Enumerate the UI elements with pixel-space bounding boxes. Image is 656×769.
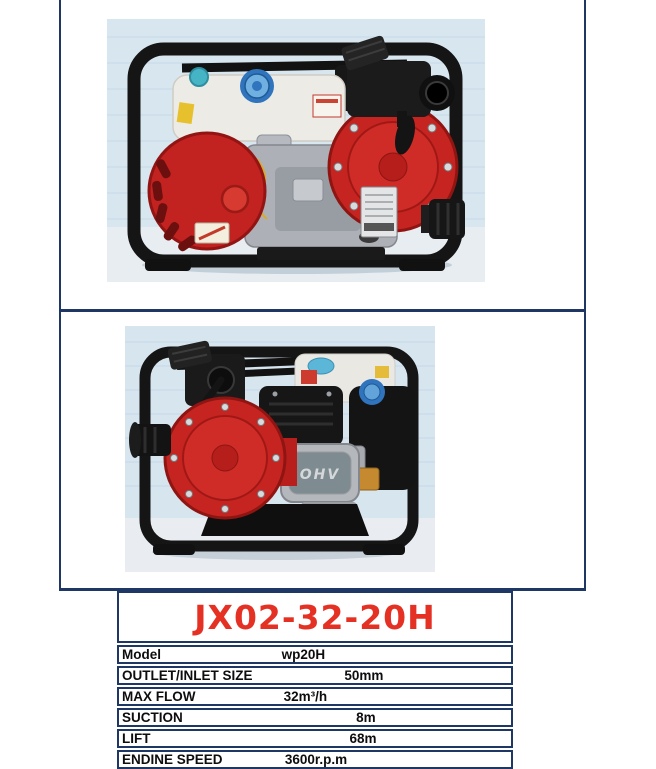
product-photo-rear bbox=[125, 326, 435, 572]
spec-value: 50mm bbox=[344, 668, 384, 683]
spec-label: SUCTION bbox=[122, 710, 183, 725]
spec-row-model bbox=[117, 645, 513, 664]
spec-label: MAX FLOW bbox=[122, 689, 196, 704]
photo-section-bottom bbox=[61, 312, 584, 588]
spec-label: OUTLET/INLET SIZE bbox=[122, 668, 253, 683]
spec-row-outlet-inlet-size bbox=[117, 666, 513, 685]
product-photo-front bbox=[107, 19, 485, 282]
spec-value: 68m bbox=[349, 731, 377, 746]
spec-label: Model bbox=[122, 647, 161, 662]
spec-value: 32m³/h bbox=[283, 689, 328, 704]
product-title: JX02-32-20H bbox=[194, 597, 436, 637]
spec-row-lift bbox=[117, 729, 513, 748]
pump-rear-illustration bbox=[125, 326, 435, 572]
spec-value: 8m bbox=[356, 710, 376, 725]
spec-value: 3600r.p.m bbox=[284, 752, 348, 767]
product-title-box bbox=[117, 591, 513, 643]
spec-table bbox=[117, 591, 513, 769]
spec-value: wp20H bbox=[281, 647, 326, 662]
spec-label: ENDINE SPEED bbox=[122, 752, 223, 767]
svg-text:OHV: OHV bbox=[299, 467, 341, 483]
spec-label: LIFT bbox=[122, 731, 151, 746]
spec-row-engine-speed bbox=[117, 750, 513, 769]
spec-row-suction bbox=[117, 708, 513, 727]
pump-front-illustration bbox=[107, 19, 485, 282]
photo-section-top bbox=[61, 0, 584, 312]
spec-row-max-flow bbox=[117, 687, 513, 706]
page-border-frame bbox=[59, 0, 586, 591]
